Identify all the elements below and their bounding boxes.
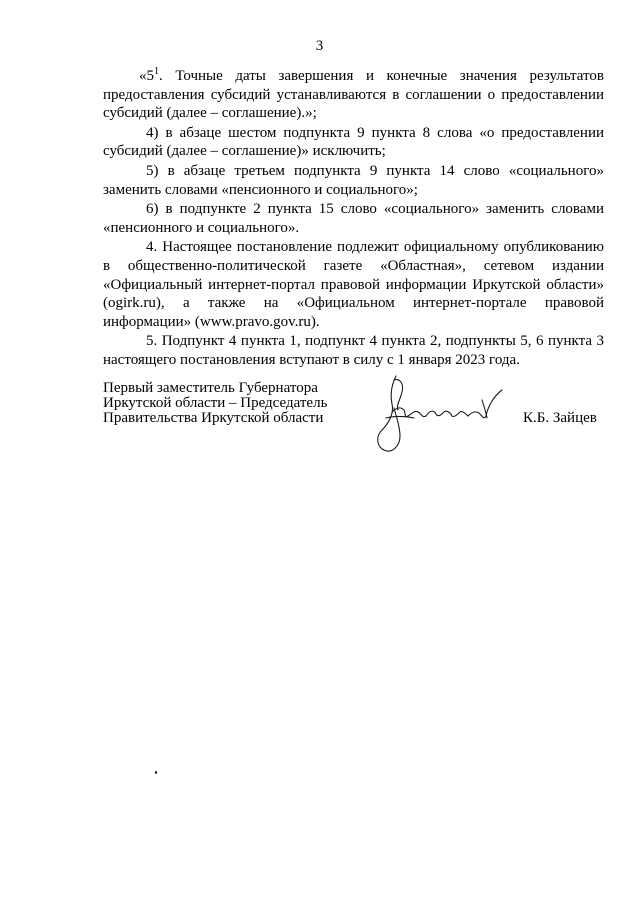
- text-line: (ogirk.ru), а также на «Официальном интернет-портале правовой: [103, 295, 604, 312]
- text-line: «$5^1$. Точные даты завершения и конечные значения результатов: [139, 66, 604, 84]
- text-line: 6) в подпункте 2 пункта 15 слово «социального» заменить словами: [146, 201, 604, 218]
- text-line: 4. Настоящее постановление подлежит официальному опубликованию: [146, 239, 604, 256]
- text-line: 4) в абзаце шестом подпункта 9 пункта 8 слова «о предоставлении: [146, 124, 604, 141]
- text-line: субсидий (далее – соглашение).»;: [103, 105, 317, 122]
- text-line: информации» (www.pravo.gov.ru).: [103, 313, 320, 330]
- paragraph-publication: [103, 238, 604, 331]
- paragraph-5-1-subsidy-dates: [103, 67, 604, 123]
- text-line: 5. Подпункт 4 пункта 1, подпункт 4 пункта 2, подпункты 5, 6 пункта 3: [146, 333, 604, 350]
- paragraph-item-6: [103, 200, 604, 237]
- superscript-marker: 1: [154, 66, 159, 77]
- scan-speck: [155, 771, 157, 774]
- text-line: субсидий (далее – соглашение)» исключить;: [103, 143, 386, 160]
- paragraph-item-4: [103, 124, 604, 161]
- document-body: [103, 67, 604, 370]
- page-number: 3: [315, 38, 324, 54]
- signatory-title-line: Иркутской области – Председатель: [103, 395, 328, 411]
- signatory-title: [103, 381, 327, 426]
- paragraph-item-5: [103, 162, 604, 199]
- text-line: в общественно-политической газете «Областная», сетевом издании: [103, 257, 604, 274]
- text-line: «Официальный интернет-портал правовой информации Иркутской области»: [103, 276, 604, 293]
- signer-name: К.Б. Зайцев: [523, 410, 597, 426]
- text-line: заменить словами «пенсионного и социального»;: [103, 181, 418, 198]
- text-line: 5) в абзаце третьем подпункта 9 пункта 14 слово «социального»: [146, 162, 604, 179]
- handwritten-signature: [370, 370, 510, 460]
- signatory-title-line: Первый заместитель Губернатора: [103, 380, 318, 396]
- signatory-title-line: Правительства Иркутской области: [103, 410, 324, 426]
- text-line: «пенсионного и социального».: [103, 219, 300, 236]
- text-line: предоставления субсидий устанавливаются в соглашении о предоставлении: [103, 86, 604, 103]
- text-line: настоящего постановления вступают в силу с 1 января 2023 года.: [103, 351, 520, 368]
- paragraph-effective-date: [103, 332, 604, 369]
